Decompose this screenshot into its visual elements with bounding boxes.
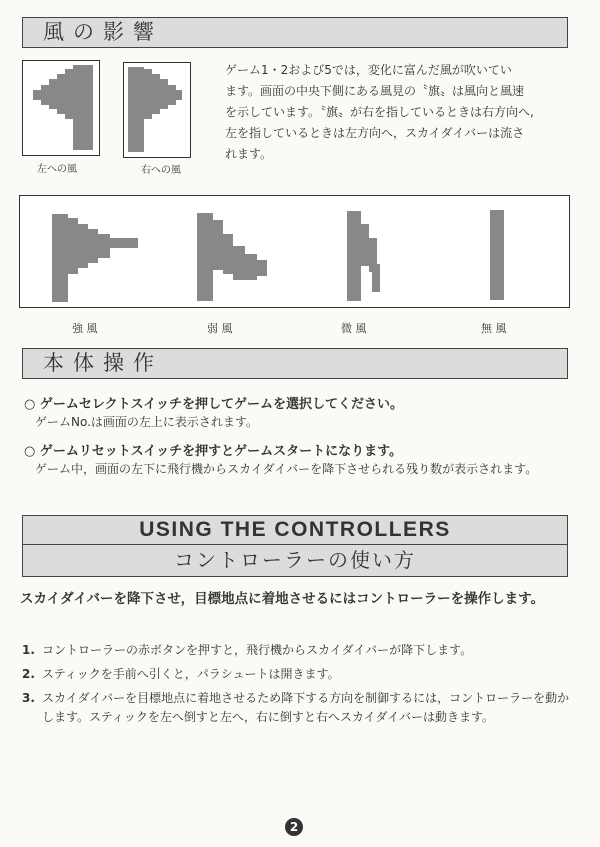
section-title-controllers-en: USING THE CONTROLLERS	[23, 516, 567, 545]
no-wind-flag-icon	[490, 210, 504, 300]
weak-wind-flag-icon	[197, 213, 267, 301]
light-wind-flag-icon	[347, 211, 380, 301]
controller-step-number: 1.	[22, 643, 35, 657]
bullet-game-reset: ○ ゲームリセットスイッチを押すとゲームスタートになります。	[24, 444, 403, 459]
controller-step	[22, 641, 577, 660]
bullet-game-select-note: ゲームNo.は画面の左上に表示されます。	[35, 415, 258, 429]
label-light-wind: 微 風	[341, 322, 367, 335]
wind-description-line: れます。	[225, 147, 273, 161]
page-number: 2	[285, 818, 303, 836]
strong-wind-flag-icon	[52, 214, 138, 302]
bullet-game-select: ○ ゲームセレクトスイッチを押してゲームを選択してください。	[24, 397, 403, 412]
controller-step-number: 3.	[22, 691, 35, 705]
flag-right-wind-icon	[124, 63, 189, 156]
caption-left-wind: 左への風	[37, 164, 77, 175]
wind-description-line: 左を指しているときは左方向へ，スカイダイバーは流さ	[225, 126, 525, 140]
wind-description-line: ゲーム1・2および5では，変化に富んだ風が吹いてい	[225, 63, 512, 77]
caption-right-wind: 右への風	[141, 165, 181, 176]
label-weak-wind: 弱 風	[207, 322, 233, 335]
section-banner-console	[22, 348, 568, 379]
controller-step	[22, 665, 577, 684]
flag-right-wind-box	[123, 62, 191, 158]
section-title-controllers-jp: コントローラーの使い方	[174, 548, 416, 572]
controller-step-number: 2.	[22, 667, 35, 681]
label-strong-wind: 強 風	[72, 322, 98, 335]
bullet-game-reset-note: ゲーム中，画面の左下に飛行機からスカイダイバーを降下させられる残り数が表示されます。	[35, 462, 538, 476]
flag-left-wind-box	[22, 60, 100, 156]
controller-step-text: スカイダイバーを目標地点に着地させるため降下する方向を制御するには，コントローラーを動かします。スティックを左へ倒すと左へ，右に倒すと右へスカイダイバーは動きます。	[42, 691, 570, 724]
wind-strength-panel	[19, 195, 570, 308]
section-banner-wind	[22, 17, 568, 48]
flag-left-wind-icon	[23, 61, 98, 154]
controller-step-text: コントローラーの赤ボタンを押すと，飛行機からスカイダイバーが降下します。	[42, 643, 473, 657]
wind-description	[225, 60, 575, 165]
label-no-wind: 無 風	[481, 322, 507, 335]
controllers-intro: スカイダイバーを降下させ，目標地点に着地させるにはコントローラーを操作します。	[20, 591, 545, 607]
wind-strength-flags	[20, 196, 568, 306]
controller-step	[22, 689, 577, 724]
wind-description-line: ます。画面の中央下側にある風見の〝旗〟は風向と風速	[225, 84, 525, 98]
section-title-wind: 風の影響	[43, 20, 163, 44]
section-title-console: 本体操作	[43, 351, 163, 375]
controller-step-text: スティックを手前へ引くと，パラシュートは開きます。	[42, 667, 340, 681]
section-banner-controllers	[22, 515, 568, 577]
wind-description-line: を示しています。〝旗〟が右を指しているときは右方向へ,	[225, 105, 534, 119]
